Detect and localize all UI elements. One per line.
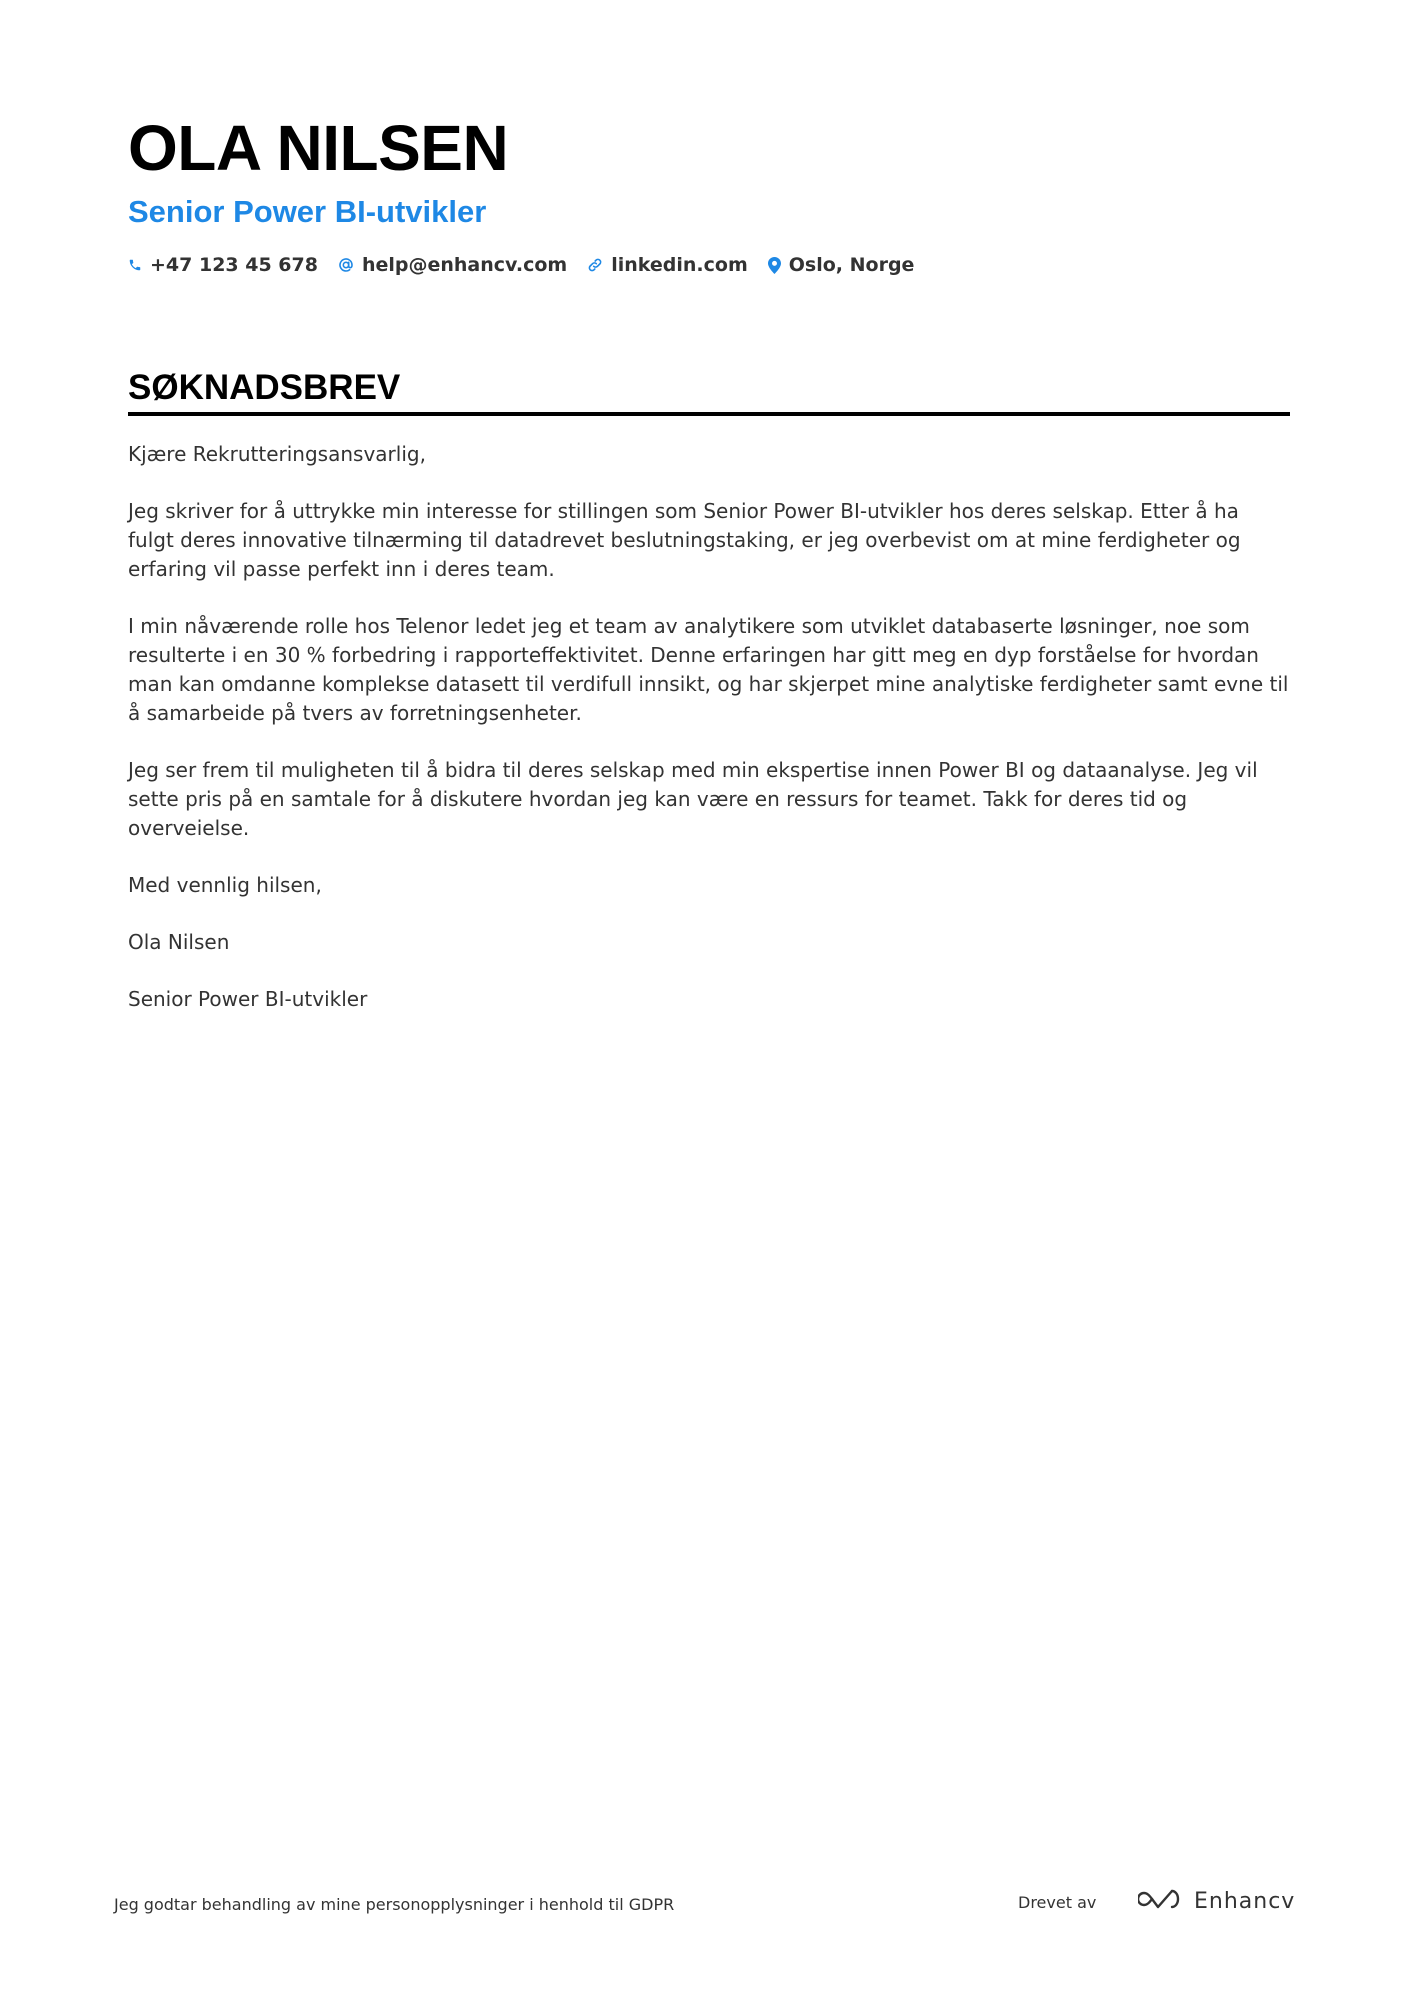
contact-email[interactable]: [338, 254, 567, 276]
header: [128, 110, 1290, 276]
signature-name: Ola Nilsen: [128, 930, 230, 954]
powered-by-label: Drevet av: [1018, 1893, 1097, 1912]
phone-text: +47 123 45 678: [150, 254, 318, 276]
candidate-title: Senior Power BI-utvikler: [128, 194, 487, 229]
enhancv-logo-icon: [1138, 1886, 1184, 1916]
at-icon: [338, 257, 354, 273]
footer: [114, 1886, 1296, 1926]
cover-letter-section: [128, 366, 1290, 1042]
candidate-name: OLA NILSEN: [128, 112, 509, 184]
location-text: Oslo, Norge: [788, 254, 915, 276]
location-pin-icon: [768, 257, 781, 274]
phone-icon: [128, 257, 142, 273]
email-text: help@enhancv.com: [361, 254, 568, 276]
link-icon: [587, 257, 603, 273]
letter-body: [128, 440, 1290, 1014]
signature-title: Senior Power BI-utvikler: [128, 987, 368, 1011]
letter-paragraph: I min nåværende rolle hos Telenor ledet jeg et team av analytikere som utviklet databaserte løsninger, noe som resulterte i en 30 % forbedring i rapporteffektivitet. Denne erfaringen har gitt meg en dyp forståelse for hvordan man kan omdanne komplekse datasett til verdifull innsikt, og har skjerpet mine analytiske ferdigheter samt evne til å samarbeide på tvers av forretningsenheter.: [128, 614, 1289, 725]
contact-phone: [128, 254, 318, 276]
letter-paragraph: Jeg ser frem til muligheten til å bidra til deres selskap med min ekspertise innen Power BI og dataanalyse. Jeg vil sette pris på en samtale for å diskutere hvordan jeg kan være en ressurs for teamet. Takk for deres tid og overveielse.: [128, 758, 1258, 840]
brand-logo[interactable]: [1138, 1886, 1295, 1916]
letter-closing: Med vennlig hilsen,: [128, 873, 322, 897]
contact-bar: [128, 254, 1290, 276]
link-text: linkedin.com: [611, 254, 748, 276]
contact-location: [768, 254, 915, 276]
contact-link[interactable]: [587, 254, 748, 276]
letter-greeting: Kjære Rekrutteringsansvarlig,: [128, 442, 426, 466]
gdpr-consent-text: Jeg godtar behandling av mine personopplysninger i henhold til GDPR: [114, 1895, 675, 1914]
section-title: SØKNADSBREV: [128, 366, 1290, 416]
brand-name: Enhancv: [1194, 1888, 1296, 1914]
letter-paragraph: Jeg skriver for å uttrykke min interesse for stillingen som Senior Power BI-utvikler hos deres selskap. Etter å ha fulgt deres innovative tilnærming til datadrevet beslutningstaking, er jeg overbevist om at mine ferdigheter og erfaring vil passe perfekt inn i deres team.: [128, 499, 1241, 581]
